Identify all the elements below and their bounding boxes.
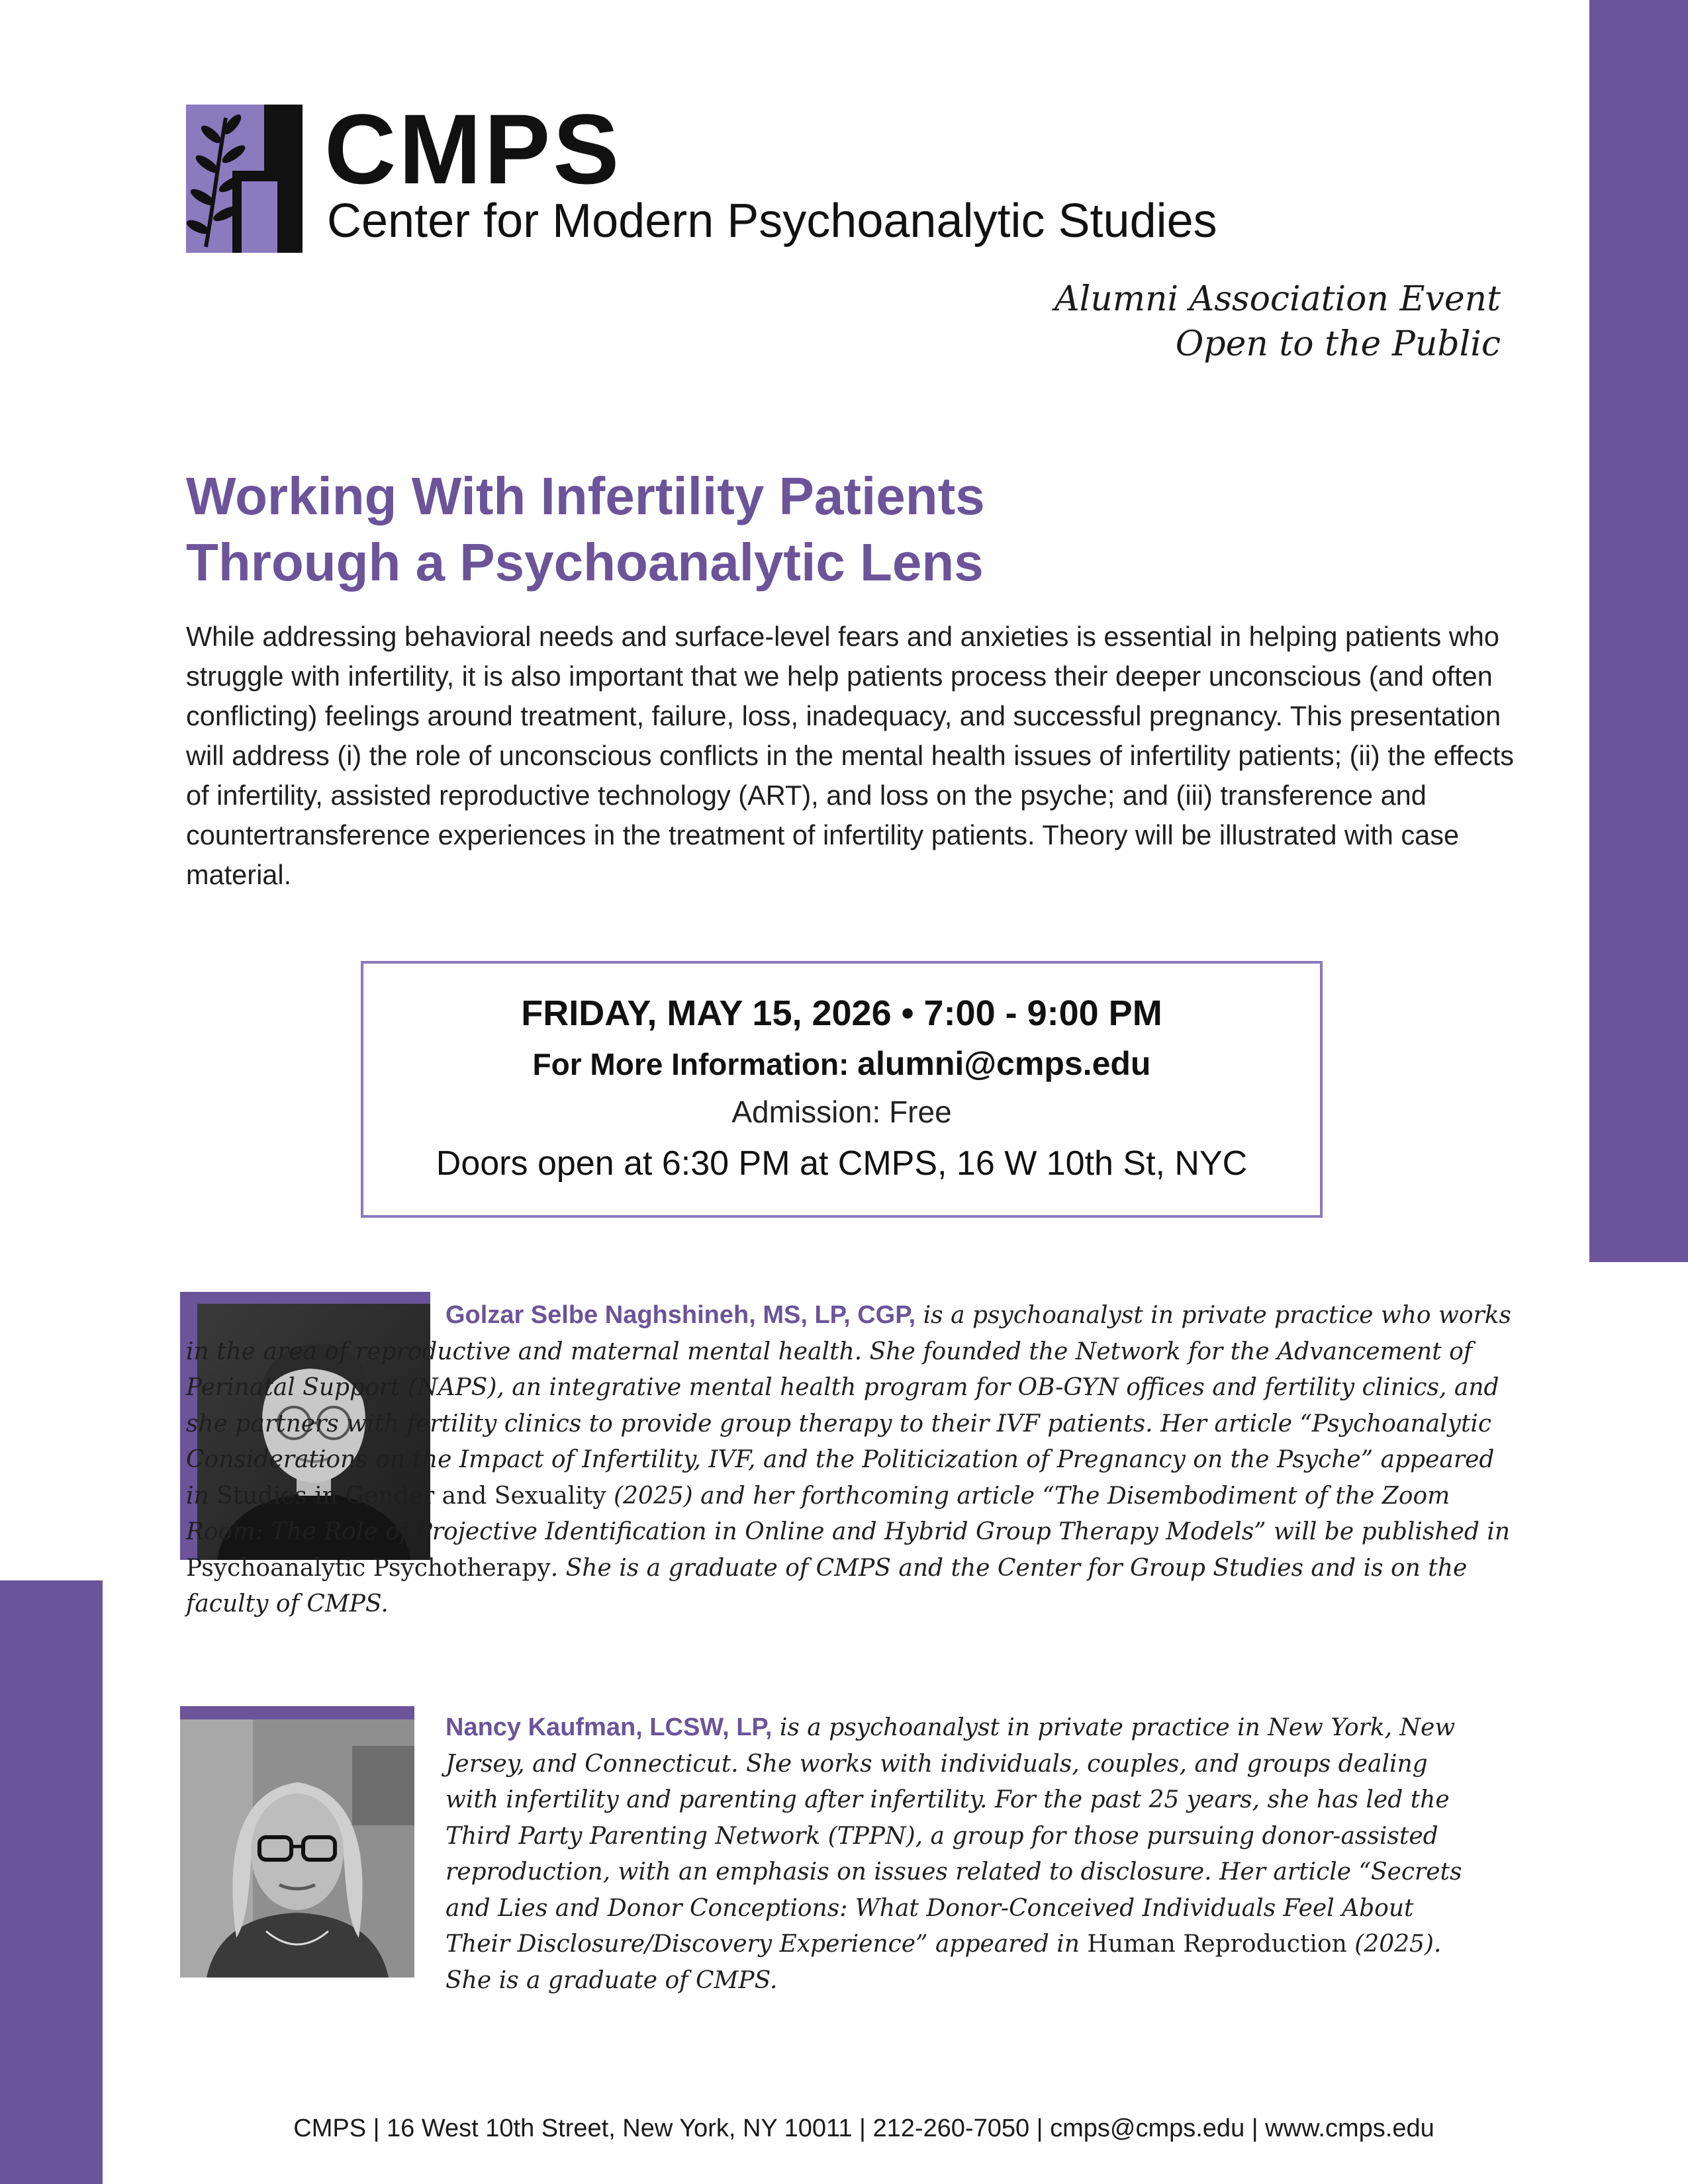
cmps-logo-icon (186, 105, 303, 253)
speaker-1-bio: Golzar Selbe Naghshineh, MS, LP, CGP, is a psychoanalyst in private practice who works in the area of reproductive and maternal mental health. She founded the Network for the Advancement of Perinatal Support (NAPS), an integrative mental health program for OB-GYN offices and fertility clinics, and she partners with fertility clinics to provide group therapy to their IVF patients. Her article “Psychoanalytic Considerations on the Impact of Infertility, IVF, and the Politicization of Pregnancy on the Psyche” appeared in Studies in Gender and Sexuality (2025) and her forthcoming article “The Disembodiment of the Zoom Room: The Role of Projective Identification in Online and Hybrid Group Therapy Models” will be published in Psychoanalytic Psychotherapy. She is a graduate of CMPS and the Center for Group Studies and is on the faculty of CMPS. (186, 1301, 1512, 1617)
journal-title: Studies in Gender and Sexuality (216, 1482, 606, 1510)
doors-open-text: Doors open at 6:30 PM at CMPS, 16 W 10th St, NYC (436, 1144, 1248, 1183)
speaker-2-name: Nancy Kaufman, LCSW, LP, (445, 1713, 773, 1741)
event-tag-line1: Alumni Association Event (1055, 279, 1501, 319)
speaker-2-bio: Nancy Kaufman, LCSW, LP, is a psychoanalyst in private practice in New York, New Jersey, and Connecticut. She works with individuals, couples, and groups dealing with infertility and parenting after infertility. For the past 25 years, she has led the Third Party Parenting Network (TPPN), a group for those pursuing donor-assisted reproduction, with an emphasis on issues related to disclosure. Her article “Secrets and Lies and Donor Conceptions: What Donor-Conceived Individuals Feel About Their Disclosure/Discovery Experience” appeared in Human Reproduction (2025). She is a graduate of CMPS. (445, 1713, 1462, 1994)
decorative-bar-left (0, 1580, 103, 2184)
event-details-box (361, 961, 1323, 1218)
speaker-1-name: Golzar Selbe Naghshineh, MS, LP, CGP, (445, 1301, 916, 1329)
brand-name: CMPS (324, 93, 622, 205)
journal-title: Psychoanalytic Psychotherapy (186, 1554, 551, 1582)
decorative-bar-right (1589, 0, 1688, 1262)
event-date-time: FRIDAY, MAY 15, 2026 • 7:00 - 9:00 PM (521, 993, 1162, 1033)
event-title-line1: Working With Infertility Patients (186, 467, 985, 525)
speaker-2-photo-frame (180, 1706, 414, 1978)
journal-title: Human Reproduction (1087, 1931, 1347, 1958)
admission-text: Admission: Free (731, 1095, 952, 1129)
event-description: While addressing behavioral needs and surface-level fears and anxieties is essential in helping patients who struggle with infertility, it is also important that we help patients process their deeper unconscious (and often conflicting) feelings around treatment, failure, loss, inadequacy, and successful pregnancy. This presentation will address (i) the role of unconscious conflicts in the mental health issues of infertility patients; (ii) the effects of infertility, assisted reproductive technology (ART), and loss on the psyche; and (iii) transference and countertransference experiences in the treatment of infertility patients. Theory will be illustrated with case material. (186, 621, 1515, 890)
brand-full-name: Center for Modern Psychoanalytic Studies (327, 195, 1217, 248)
speaker-2-photo (180, 1719, 414, 1978)
event-tag-line2: Open to the Public (1175, 324, 1501, 364)
event-title-line2: Through a Psychoanalytic Lens (186, 533, 984, 592)
event-tag (1055, 277, 1501, 367)
more-info (363, 1040, 1320, 1088)
more-info-label: For More Information: (532, 1047, 849, 1081)
footer-contact: CMPS | 16 West 10th Street, New York, NY 10011 | 212-260-7050 | cmps@cmps.edu | www.cmps.edu (293, 2115, 1434, 2142)
info-email-link[interactable]: alumni@cmps.edu (857, 1045, 1151, 1082)
event-title (186, 463, 985, 596)
